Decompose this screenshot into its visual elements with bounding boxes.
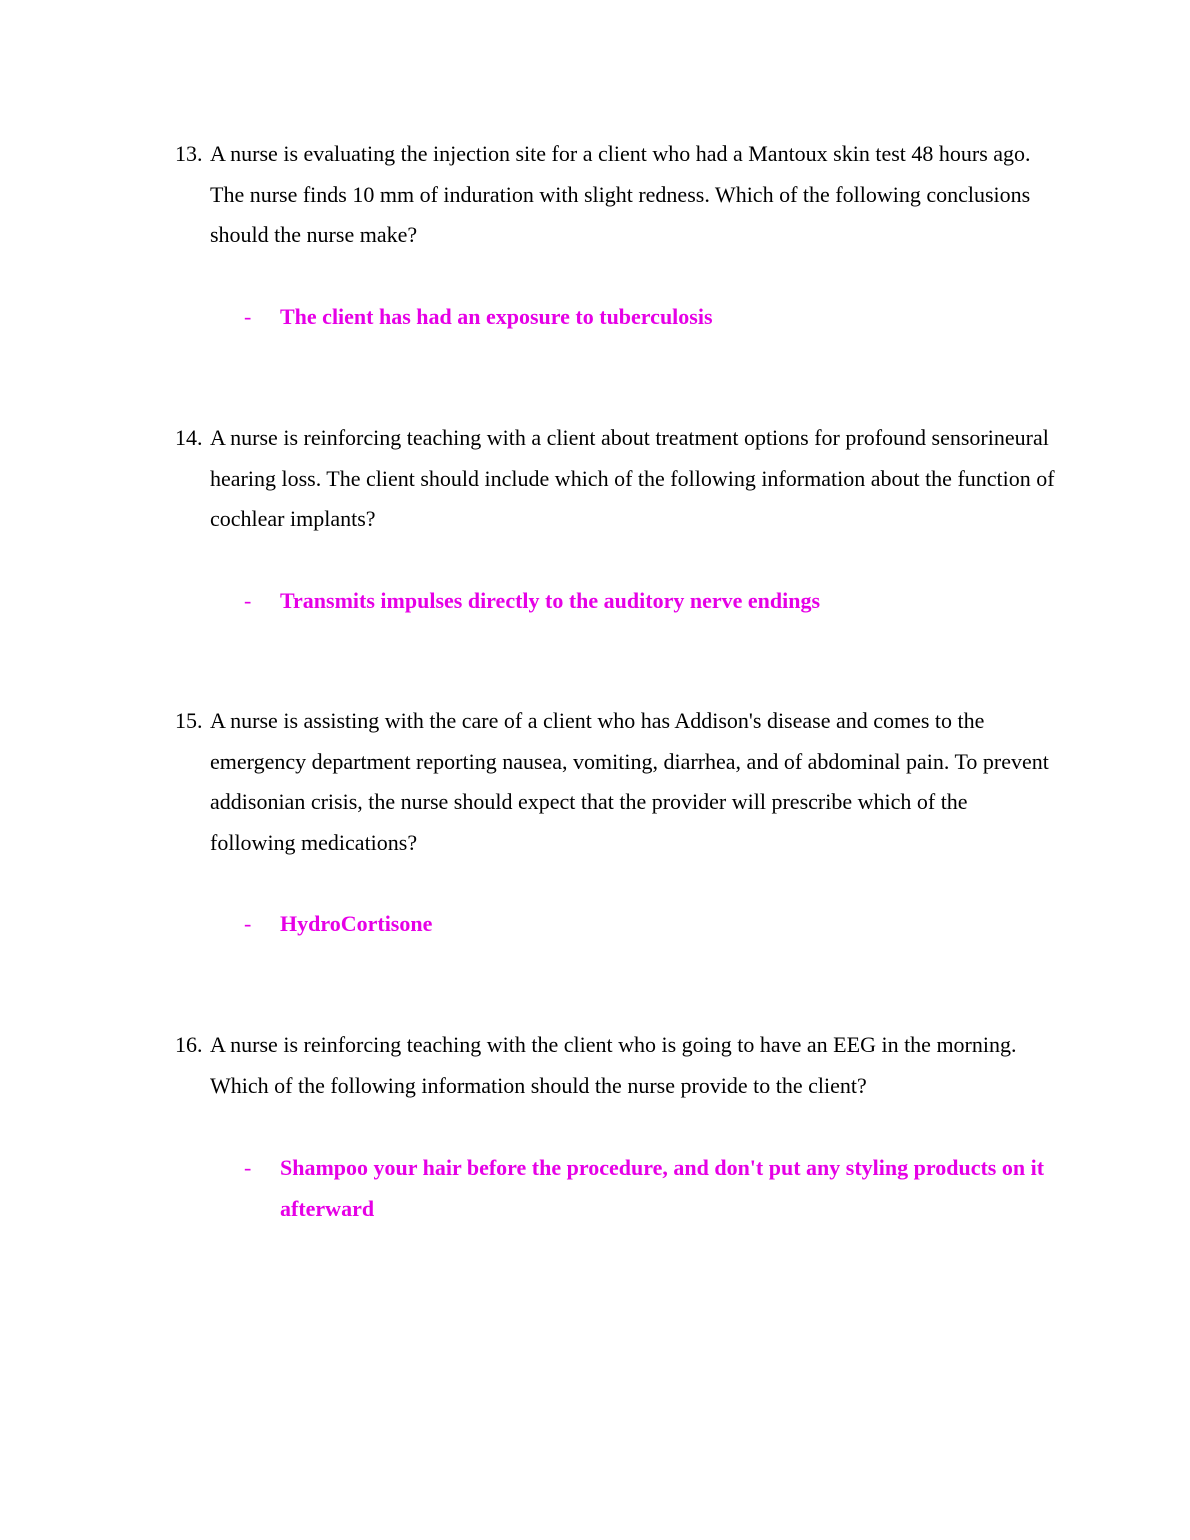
- answer-13: [244, 297, 1064, 338]
- bullet-dash: -: [244, 1155, 252, 1180]
- bullet-dash: -: [244, 588, 252, 613]
- question-text: A nurse is evaluating the injection site for a client who had a Mantoux skin test 48 hours ago. The nurse finds 10 mm of induration with slight redness. Which of the following conclusions should the nurse make?: [210, 141, 1031, 247]
- question-16: [175, 1025, 1055, 1106]
- answer-15: [244, 904, 1064, 945]
- bullet-dash: -: [244, 911, 252, 936]
- question-text: A nurse is reinforcing teaching with a client about treatment options for profound sensorineural hearing loss. The client should include which of the following information about the function of cochlear implants?: [210, 425, 1055, 531]
- question-text: A nurse is assisting with the care of a client who has Addison's disease and comes to the emergency department reporting nausea, vomiting, diarrhea, and of abdominal pain. To prevent addisonian crisis, the nurse should expect that the provider will prescribe which of the following medications?: [210, 708, 1049, 855]
- answer-14: [244, 581, 1064, 622]
- answer-text: HydroCortisone: [280, 911, 433, 936]
- answer-text: The client has had an exposure to tuberculosis: [280, 304, 713, 329]
- question-number: 16.: [175, 1032, 203, 1057]
- question-13: [175, 134, 1055, 256]
- question-number: 15.: [175, 708, 203, 733]
- question-number: 14.: [175, 425, 203, 450]
- question-14: [175, 418, 1055, 540]
- answer-text: Shampoo your hair before the procedure, and don't put any styling products on it afterward: [280, 1155, 1045, 1221]
- question-15: [175, 701, 1055, 863]
- answer-16: [244, 1148, 1064, 1229]
- answer-text: Transmits impulses directly to the auditory nerve endings: [280, 588, 821, 613]
- bullet-dash: -: [244, 304, 252, 329]
- question-text: A nurse is reinforcing teaching with the client who is going to have an EEG in the morning. Which of the following information should the nurse provide to the client?: [210, 1032, 1017, 1098]
- question-number: 13.: [175, 141, 203, 166]
